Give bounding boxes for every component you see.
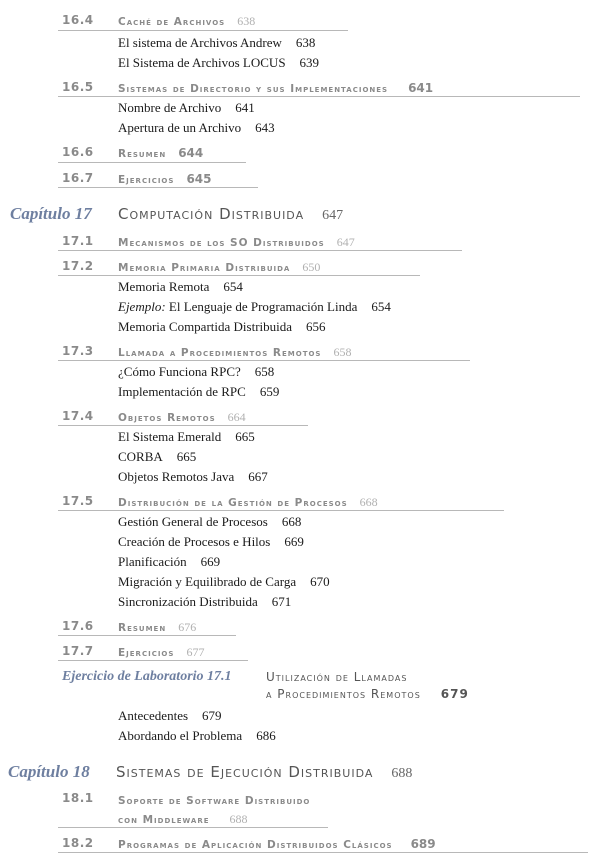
subsection-text: Creación de Procesos e Hilos: [118, 534, 271, 549]
section-title: [118, 410, 246, 425]
section-title-text: Mecanismos de los SO Distribuidos: [118, 237, 325, 249]
subsection-page: 658: [254, 364, 275, 379]
lab-title-line2: a Procedimientos Remotos: [266, 687, 421, 701]
section-number: 17.5: [62, 494, 94, 508]
section-rule: [58, 275, 420, 276]
subsection-page: 639: [299, 55, 320, 70]
subsection-entry: [118, 319, 326, 335]
subsection-page: 668: [281, 514, 302, 529]
section-number: 16.4: [62, 13, 94, 27]
section-page: 638: [237, 14, 256, 28]
subsection-entry: [118, 594, 291, 610]
section-rule: [58, 635, 236, 636]
subsection-page: 659: [259, 384, 280, 399]
section-number: 17.6: [62, 619, 94, 633]
subsection-entry: [118, 449, 196, 465]
subsection-entry: [118, 364, 274, 380]
subsection-page: 643: [255, 120, 275, 135]
section-page: 644: [178, 146, 204, 160]
section-number: 17.3: [62, 344, 94, 358]
section-title: [118, 495, 378, 510]
section-title-text: Resumen: [118, 622, 167, 634]
subsection-page: 638: [295, 35, 316, 50]
section-page: 689: [410, 837, 436, 851]
section-rule: [58, 162, 246, 163]
subsection-text: Nombre de Archivo: [118, 100, 222, 115]
section-number: 18.1: [62, 791, 94, 805]
subsection-entry: [118, 469, 268, 485]
subsection-text: ¿Cómo Funciona RPC?: [118, 364, 241, 379]
section-title: [118, 792, 310, 829]
subsection-text: Implementación de RPC: [118, 384, 246, 399]
section-page: 688: [229, 812, 248, 826]
section-title: [118, 645, 204, 660]
subsection-page: 654: [223, 279, 243, 294]
section-page: 647: [336, 235, 355, 249]
section-title-text: Programas de Aplicación Distribuidos Clásicos: [118, 839, 393, 851]
example-prefix: Ejemplo:: [118, 299, 166, 314]
subsection-text: Objetos Remotos Java: [118, 469, 235, 484]
lab-exercise-label: Ejercicio de Laboratorio 17.1: [62, 669, 232, 684]
subsection-text: Abordando el Problema: [118, 728, 243, 743]
subsection-page: 656: [306, 319, 326, 334]
section-rule: [58, 510, 504, 511]
subsection-text: Sincronización Distribuida: [118, 594, 258, 609]
subsection-entry: [118, 429, 255, 445]
section-number: 17.2: [62, 259, 94, 273]
section-page: 658: [333, 345, 352, 359]
subsection-text: El Sistema Emerald: [118, 429, 222, 444]
section-page: 668: [359, 495, 378, 509]
subsection-text: El Lenguaje de Programación Linda: [168, 299, 358, 314]
section-page: 641: [408, 81, 434, 95]
subsection-entry: [118, 728, 276, 744]
subsection-page: 665: [176, 449, 197, 464]
subsection-entry: [118, 55, 319, 71]
section-rule: [58, 30, 348, 31]
section-number: 17.7: [62, 644, 94, 658]
section-page: 645: [186, 172, 212, 186]
subsection-page: 641: [235, 100, 255, 115]
section-rule: [58, 250, 462, 251]
section-title: [118, 14, 255, 29]
section-rule: [58, 827, 328, 828]
subsection-page: 665: [235, 429, 255, 444]
section-title-text: Ejercicios: [118, 174, 175, 186]
subsection-entry: [118, 514, 301, 530]
subsection-text: Planificación: [118, 554, 187, 569]
section-page: 664: [227, 410, 246, 424]
subsection-page: 669: [284, 534, 304, 549]
section-number: 17.4: [62, 409, 94, 423]
section-title: [118, 260, 320, 275]
chapter-title-text: Computación Distribuida: [118, 205, 305, 223]
section-number: 16.7: [62, 171, 94, 185]
section-title: [118, 620, 196, 635]
section-title: [118, 235, 355, 250]
subsection-text: Migración y Equilibrado de Carga: [118, 574, 297, 589]
lab-exercise-title: [266, 669, 469, 703]
chapter-label: Capítulo 18: [8, 762, 90, 781]
section-title: [118, 837, 436, 851]
subsection-text: Memoria Compartida Distribuida: [118, 319, 293, 334]
section-title: [118, 146, 203, 160]
subsection-entry: [118, 384, 279, 400]
section-title: [118, 345, 351, 360]
subsection-page: 669: [200, 554, 221, 569]
chapter-label: Capítulo 17: [10, 204, 92, 223]
section-title-text: Ejercicios: [118, 647, 175, 659]
subsection-text: Apertura de un Archivo: [118, 120, 242, 135]
section-title-text: Memoria Primaria Distribuida: [118, 262, 291, 274]
chapter-title: [116, 763, 412, 782]
section-title-line2: con Middleware: [118, 814, 210, 826]
subsection-entry: [118, 574, 330, 590]
section-rule: [58, 187, 258, 188]
subsection-text: El Sistema de Archivos LOCUS: [118, 55, 286, 70]
lab-title-line1: Utilización de Llamadas: [266, 670, 408, 684]
subsection-text: Antecedentes: [118, 708, 189, 723]
subsection-text: Gestión General de Procesos: [118, 514, 268, 529]
subsection-entry: [118, 279, 243, 295]
lab-title-line2-row: [266, 686, 469, 703]
section-number: 16.6: [62, 145, 94, 159]
subsection-page: 671: [271, 594, 292, 609]
section-number: 17.1: [62, 234, 94, 248]
subsection-entry: [118, 100, 255, 116]
section-title-text: Llamada a Procedimientos Remotos: [118, 347, 322, 359]
section-title-line1: Soporte de Software Distribuido: [118, 795, 311, 807]
section-number: 18.2: [62, 836, 94, 850]
section-page: 650: [302, 260, 321, 274]
subsection-entry: [118, 534, 304, 550]
lab-exercise-page: 679: [440, 687, 469, 701]
chapter-title: [118, 205, 343, 224]
chapter-page: 688: [391, 766, 413, 781]
section-rule: [58, 425, 308, 426]
subsection-page: 654: [371, 299, 391, 314]
section-rule: [58, 360, 470, 361]
chapter-title-text: Sistemas de Ejecución Distribuida: [116, 763, 374, 781]
section-page: 677: [186, 645, 205, 659]
subsection-page: 670: [310, 574, 330, 589]
section-number: 16.5: [62, 80, 94, 94]
section-title: [118, 81, 433, 95]
section-title-text: Objetos Remotos: [118, 412, 216, 424]
section-title-text: Caché de Archivos: [118, 16, 226, 28]
subsection-page: 667: [248, 469, 268, 484]
section-title-text: Sistemas de Directorio y sus Implementaciones: [118, 83, 389, 95]
subsection-text: Memoria Remota: [118, 279, 210, 294]
section-rule: [58, 660, 248, 661]
subsection-page: 686: [256, 728, 276, 743]
section-title: [118, 172, 212, 186]
subsection-page: 679: [202, 708, 222, 723]
subsection-entry: [118, 708, 222, 724]
section-rule: [58, 852, 588, 853]
section-page: 676: [178, 620, 197, 634]
section-rule: [58, 96, 580, 97]
section-title-text: Distribución de la Gestión de Procesos: [118, 497, 348, 509]
subsection-text: CORBA: [118, 449, 163, 464]
subsection-text: El sistema de Archivos Andrew: [118, 35, 282, 50]
section-title-text: Resumen: [118, 148, 167, 160]
chapter-page: 647: [322, 208, 344, 223]
subsection-entry: [118, 299, 391, 315]
subsection-entry: [118, 120, 275, 136]
subsection-entry: [118, 35, 315, 51]
subsection-entry: [118, 554, 220, 570]
